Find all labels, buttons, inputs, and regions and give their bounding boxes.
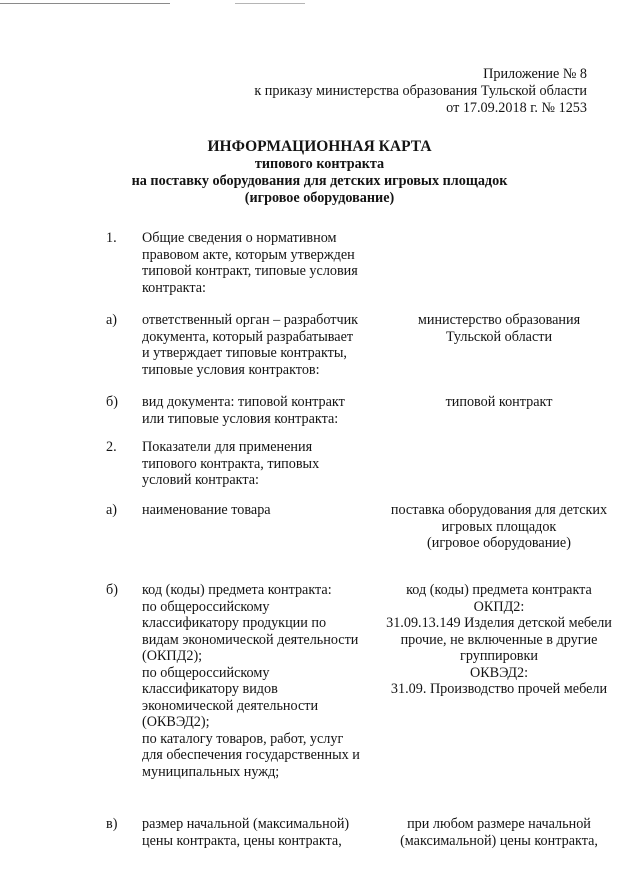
text-line: министерство образования <box>417 312 581 328</box>
text-line: для обеспечения государственных и <box>142 747 360 763</box>
appendix-number: Приложение № 8 <box>483 66 587 82</box>
item-number: а) <box>106 312 118 328</box>
text-line: классификатору продукции по <box>142 615 327 631</box>
text-line: 31.09.13.149 Изделия детской мебели <box>386 615 612 631</box>
item-description <box>142 394 374 427</box>
order-reference: к приказу министерства образования Тульской области <box>254 83 587 99</box>
text-line: условий контракта: <box>142 472 259 488</box>
text-line: при любом размере начальной <box>407 816 591 832</box>
item-number: а) <box>106 502 118 518</box>
item-number: б) <box>106 394 118 410</box>
text-line: или типовые условия контракта: <box>142 410 339 427</box>
item-description <box>142 502 374 519</box>
document-title <box>0 137 639 206</box>
item-value <box>378 312 620 345</box>
item-description <box>142 582 374 780</box>
text-line: группировки <box>460 648 538 664</box>
text-line: типовые условия контрактов: <box>142 361 320 378</box>
text-line: видам экономической деятельности <box>142 631 359 648</box>
item-number: б) <box>106 582 118 598</box>
text-line: по общероссийскому <box>142 664 270 681</box>
item-description <box>142 439 374 489</box>
text-line: (максимальной) цены контракта, <box>400 832 598 849</box>
text-line: ответственный орган – разработчик <box>142 312 359 328</box>
item-description <box>142 816 374 849</box>
text-line: экономической деятельности <box>142 697 319 714</box>
text-line: наименование товара <box>142 502 271 518</box>
text-line: (ОКПД2); <box>142 648 203 664</box>
text-line: размер начальной (максимальной) <box>142 816 350 832</box>
text-line: (ОКВЭД2); <box>142 714 210 730</box>
text-line: ОКВЭД2: <box>469 664 529 681</box>
text-line: и утверждает типовые контракты, <box>142 345 347 361</box>
item-number: в) <box>106 816 118 832</box>
text-line: Показатели для применения <box>142 439 313 455</box>
order-date-number: от 17.09.2018 г. № 1253 <box>446 100 587 116</box>
text-line: по каталогу товаров, работ, услуг <box>142 730 344 747</box>
item-description <box>142 230 374 296</box>
text-line: код (коды) предмета контракта: <box>142 582 332 598</box>
text-line: типового контракта, типовых <box>142 455 320 472</box>
title-subtitle: на поставку оборудования для детских игровых площадок <box>131 172 508 189</box>
text-line: типовой контракт, типовые условия <box>142 263 358 279</box>
item-description <box>142 312 374 378</box>
item-value <box>378 582 620 698</box>
text-line: типовой контракт <box>445 394 553 410</box>
text-line: Общие сведения о нормативном <box>142 230 337 246</box>
item-value <box>378 502 620 552</box>
text-line: классификатору видов <box>142 681 278 697</box>
title-subtitle: типового контракта <box>254 156 385 172</box>
text-line: 31.09. Производство прочей мебели <box>390 681 608 697</box>
text-line: ОКПД2: <box>473 598 525 615</box>
order-reference-header <box>254 66 587 117</box>
item-value <box>378 816 620 849</box>
text-line: (игровое оборудование) <box>427 535 571 551</box>
text-line: контракта: <box>142 279 206 296</box>
scan-edge-mark <box>0 3 170 4</box>
item-number: 1. <box>106 230 117 246</box>
text-line: прочие, не включенные в другие <box>400 631 598 648</box>
title-subtitle: (игровое оборудование) <box>244 189 395 206</box>
text-line: поставка оборудования для детских <box>390 502 608 518</box>
text-line: по общероссийскому <box>142 598 270 615</box>
title-main: ИНФОРМАЦИОННАЯ КАРТА <box>207 138 432 155</box>
text-line: вид документа: типовой контракт <box>142 394 345 410</box>
item-value <box>378 394 620 411</box>
text-line: Тульской области <box>445 328 553 345</box>
text-line: цены контракта, цены контракта, <box>142 832 342 849</box>
text-line: правовом акте, которым утвержден <box>142 246 355 263</box>
text-line: муниципальных нужд; <box>142 763 280 780</box>
text-line: код (коды) предмета контракта <box>406 582 592 598</box>
item-number: 2. <box>106 439 117 455</box>
scan-edge-mark <box>235 3 305 4</box>
text-line: игровых площадок <box>441 518 557 535</box>
text-line: документа, который разрабатывает <box>142 328 354 345</box>
